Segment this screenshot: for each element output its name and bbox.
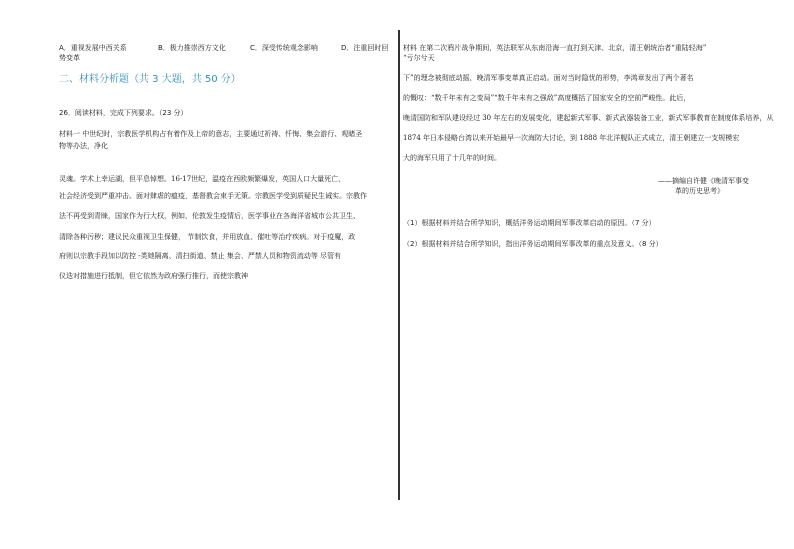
material-line: 灵魂。学术上幸运湖，但平息悼想。16-17世纪，温疫在西欧频繁爆发，英国人口大量死亡，: [59, 175, 346, 183]
material-line: 物等办法，净化: [59, 142, 108, 150]
column-divider: [398, 30, 400, 500]
material-line: “亏尔兮天: [403, 54, 435, 62]
option-d-continued: 势变革: [59, 54, 80, 62]
source-citation: ——摘编自许健《晚清军事变: [658, 177, 749, 185]
material-line: 府则以宗教手段加以防控 -类她隔离、清扫街道、禁止 集会、严禁人员和物资流动等 尽管有: [59, 252, 342, 260]
material-line: 的慨叹：“数千年未有之变局”“数千年未有之强敌”高度概括了国家安全的空前严峻性。此后，: [403, 94, 691, 102]
option-a: A．重视发展中西关系: [59, 44, 127, 52]
source-citation-cont: 革的历史思考》: [675, 187, 724, 195]
material-line: 材料 在第二次鸦片战争期间，英法联军从东南沿海一直打到天津、北京，清王朝统治者“重陆轻海”: [403, 44, 707, 52]
sub-question-1: （1）根据材料并结合所学知识，概括洋务运动期间军事改革启动的原因。（7 分）: [403, 219, 656, 227]
option-c: C．深受传统观念影响: [250, 44, 318, 52]
question-26: 26．阅读材料，完成下列要求。（23 分）: [59, 109, 188, 117]
material-line: 法不再受到青睐，国家作为行大权，例如，伦敦发生疫情后，医学事业在各海洋省城市公共卫生、: [59, 212, 360, 220]
material-line: 下”的理念被彻底动摇，晚清军事变革真正启动。面对当时隐忧的形势，李鸿章发出了两个著名: [403, 74, 694, 82]
sub-question-2: （2）根据材料并结合所学知识，指出洋务运动期间军事改革的重点及意义。（8 分）: [403, 240, 663, 248]
section-heading: 二、材料分析题（共 3 大题，共 50 分）: [59, 74, 241, 85]
material-line: 仪迭对措施进行抵制，但它依然为政府强行推行，而使宗教神: [59, 272, 248, 280]
option-d: D．注重回时回: [341, 44, 389, 52]
material-line: 大的海军只用了十几年的时间。: [403, 154, 501, 162]
material-line: 晚清国防和军队建设经过 30 年左右的发展变化，建起新式军事、新式武器装备工业，新式军事教育在制度体系培养，从: [403, 114, 774, 122]
option-b: B．极力推崇西方文化: [158, 44, 226, 52]
material-line: 清除各种污秽；建议民众重视卫生保健， 节制饮食，并用放血、催吐等治疗疾病。对于疫魔，政: [59, 233, 356, 241]
material-line: 材料一 中世纪时，宗教医学机构占有着作及上帝的意志，主要通过祈祷、忏悔、集会游行、观睹圣: [59, 130, 363, 138]
material-line: 社会经济受到严重冲击。面对肆虐的瘟疫，基督教会束手无策。宗教医学受到质疑民生诫实。宗教作: [59, 192, 367, 200]
right-column: [401, 0, 794, 549]
material-line: 1874 年日本侵略台湾以来开始最早一次海防大讨论，到 1888 年北洋舰队正式成立，清王朝建立一支规模宏: [403, 134, 740, 142]
